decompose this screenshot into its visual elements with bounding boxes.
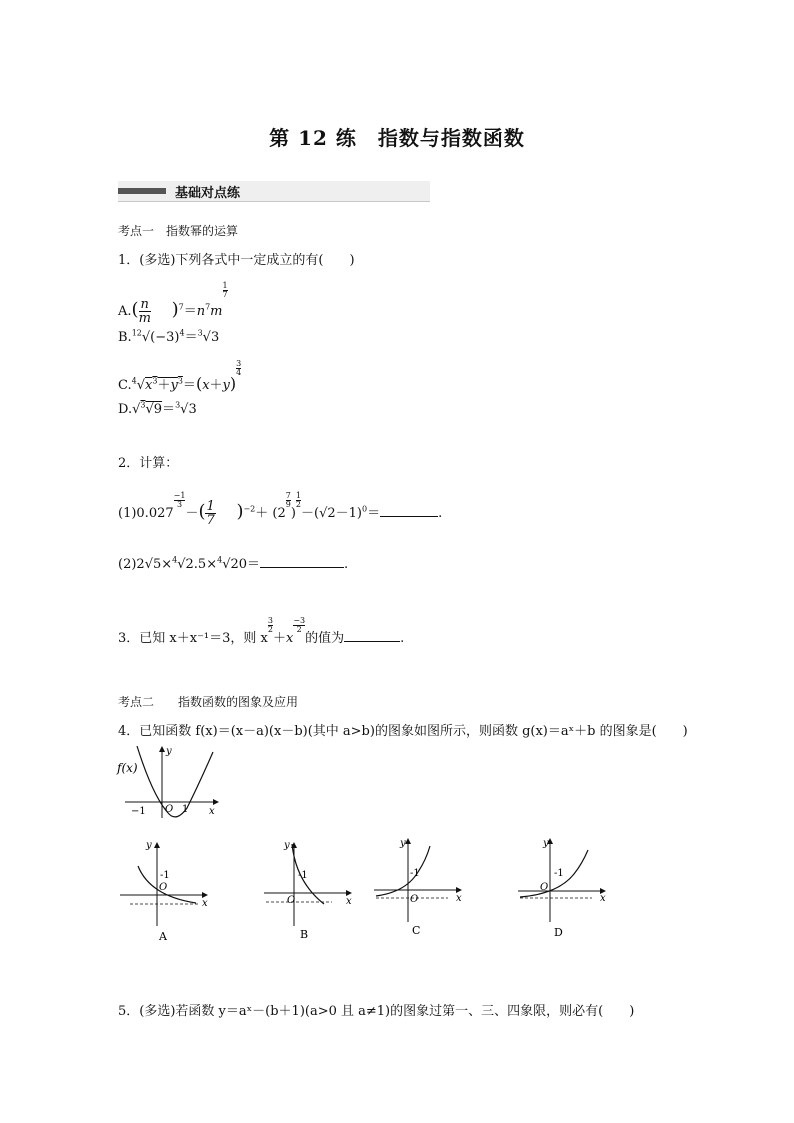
q3-post-text: 的值为 [305,631,345,646]
banner-bar [118,188,166,194]
a-origin-label: O [159,882,168,893]
question-4-stem: 4．已知函数 f(x)＝(x－a)(x－b)(其中 a>b)的图象如图所示，则函数 g(x)＝aˣ＋b 的图象是( ) [118,724,688,739]
fx-tick-1: 1 [182,804,189,815]
d-x-label: x [600,893,606,904]
q1-option-a: A.( $\frac{n}{m}$ )$^7=n^7m$ $\frac{1}{7}$ [118,281,228,326]
d-y-label: y [543,838,549,849]
fx-origin-label: O [165,804,174,815]
q1-c-label: C. [118,378,132,393]
question-2-stem: 2．计算： [118,456,179,471]
q2-part2-blank[interactable] [260,557,344,568]
option-b-label: B [300,928,309,941]
question-3: 3．已知 x＋x⁻¹＝3，则 x $\frac{3}{2}$ ＋x $\frac{-3}{2}$ 的值为 . [118,616,405,646]
fx-label: f(x) [117,761,138,775]
d-origin-label: O [540,882,549,893]
section-banner [118,181,430,202]
fx-tick-neg1: −1 [131,806,146,817]
topic-heading-1: 考点一 指数幂的运算 [118,224,239,238]
q2-part2-label: (2)2 [118,557,145,572]
q1-d-label: D. [118,402,133,417]
q2-part1-label: (1)0.027 [118,506,174,521]
c-origin-label: O [410,894,419,905]
question-5-stem: 5．(多选)若函数 y＝aˣ－(b＋1)(a>0 且 a≠1)的图象过第一、三、四象限，则必有( ) [118,1004,635,1019]
option-c-label: C [412,924,421,937]
q2-part-1: (1)0.027 $\frac{-1}{3}$ －( $\frac{1}{7}$ )$^{-2}$＋ (2 $\frac{7}{9}$ ) $\frac{1}{2}$ $-(√2-1)^0=$ . [118,491,443,528]
fx-graph [115,742,225,820]
q1-option-c: $C.^4√x^3+y^3=(x+y)$ $\frac{3}{4}$ [118,359,242,393]
c-x-label: x [456,893,462,904]
q2-part1-blank[interactable] [380,506,438,517]
a-y-label: y [146,840,152,851]
graph-option-b [262,838,354,944]
graph-option-d [516,834,608,940]
q2-part-2: (2)2√5×$^4$√2.5×$^4$√20＝ . [118,555,349,572]
b-x-label: x [346,896,352,907]
c-minus1-label: -1 [410,868,420,879]
q3-blank[interactable] [344,631,400,642]
graph-option-c [372,834,464,940]
fx-y-axis-label: y [166,746,172,757]
a-minus1-label: -1 [160,870,170,881]
q1-b-label: B. [118,330,132,345]
d-minus1-label: -1 [554,868,564,879]
a-x-label: x [202,898,208,909]
q3-pre-text: 3．已知 x＋x⁻¹＝3，则 x [118,631,268,646]
b-y-label: y [284,840,290,851]
q1-option-d: D.√$^3$√9＝$^3$√3 [118,400,197,417]
option-a-label: A [159,930,167,943]
c-y-label: y [400,838,406,849]
b-origin-label: O [287,895,296,906]
fx-x-axis-label: x [209,806,215,817]
q1-a-label: A. [118,304,132,319]
fraction-n-over-m: $\frac{n}{m}$ [138,297,151,326]
option-d-label: D [554,926,563,939]
b-minus1-label: -1 [298,870,308,881]
q1-option-b: $B.^{12}√(-3)^4=^3√3$ [118,328,220,345]
section-title: 基础对点练 [175,186,241,201]
page-title: 第 12 练 指数与指数函数 [269,126,525,150]
graph-option-a [118,838,210,944]
question-1-stem: 1．(多选)下列各式中一定成立的有( ) [118,253,355,268]
topic-heading-2: 考点二 指数函数的图象及应用 [118,695,299,709]
